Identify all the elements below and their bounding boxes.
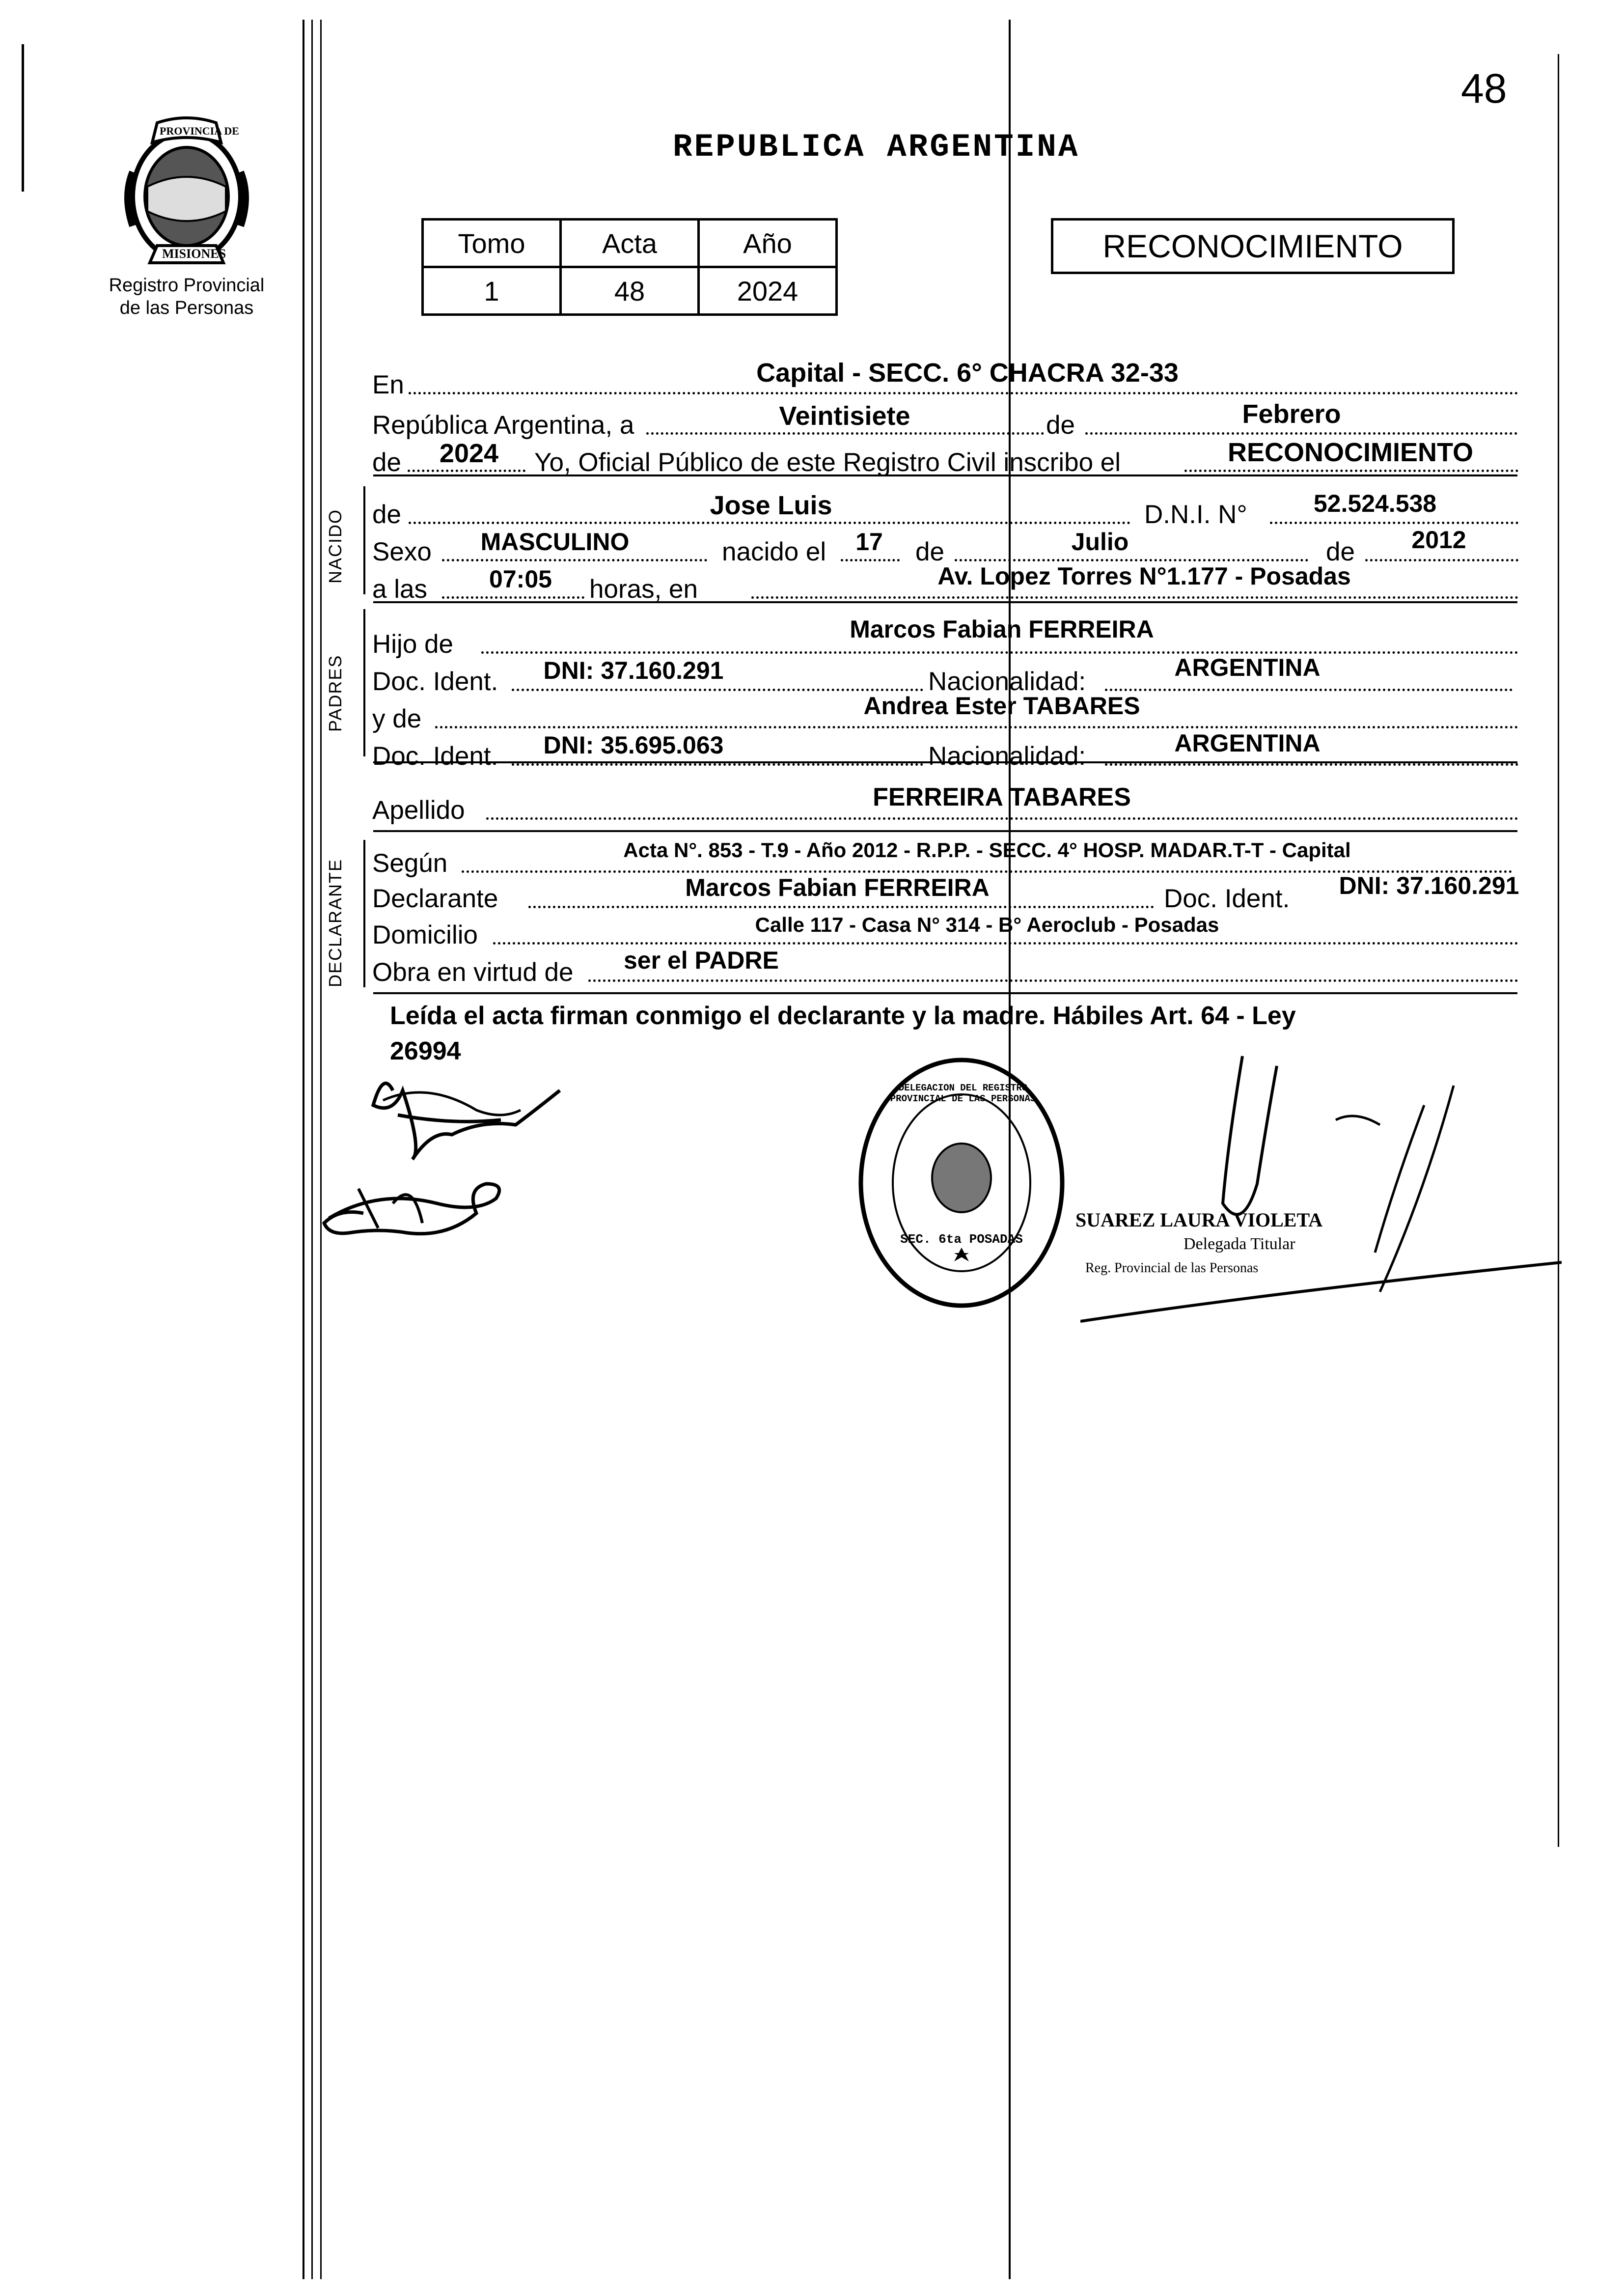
- section-label-declarante: DECLARANTE: [325, 858, 345, 987]
- alas-label: a las: [372, 575, 427, 604]
- month-born-dots: [955, 559, 1308, 561]
- closing-line-1: Leída el acta firman conmigo el declarante y la madre. Hábiles Art. 64 - Ley: [390, 1002, 1296, 1030]
- day-dots: [646, 432, 1044, 435]
- mother-value: Andrea Ester TABARES: [863, 692, 1140, 720]
- mother-dots: [435, 726, 1518, 728]
- sexo-dots: [442, 559, 707, 561]
- declarante-dots: [528, 906, 1154, 908]
- segun-value: Acta N°. 853 - T.9 - Año 2012 - R.P.P. - SECC. 4° HOSP. MADAR.T-T - Capital: [623, 838, 1351, 862]
- de-label-4: de: [1326, 537, 1355, 566]
- horas-label: horas, en: [589, 575, 698, 604]
- closing-line-2: 26994: [390, 1037, 461, 1065]
- sexo-value: MASCULINO: [480, 528, 630, 556]
- binding-line-3: [320, 20, 322, 2279]
- obra-label: Obra en virtud de: [372, 958, 574, 987]
- declarante-doc-value: DNI: 37.160.291: [1339, 872, 1519, 899]
- seal-text-bottom: MISIONES: [162, 247, 226, 261]
- doc-type-box: [1051, 218, 1455, 274]
- day-born-dots: [841, 559, 900, 561]
- dni-label: D.N.I. N°: [1144, 500, 1247, 529]
- registry-name-line2: de las Personas: [119, 298, 254, 318]
- act-dots: [1184, 470, 1518, 472]
- obra-dots: [588, 979, 1518, 982]
- father-doc-label: Doc. Ident.: [372, 667, 498, 696]
- yde-label: y de: [372, 704, 422, 733]
- declarante-label: Declarante: [372, 884, 498, 913]
- father-nac-label: Nacionalidad:: [928, 667, 1086, 696]
- divider-apellido: [373, 830, 1517, 832]
- document-title: REPUBLICA ARGENTINA: [673, 129, 1080, 166]
- en-value: Capital - SECC. 6° CHACRA 32-33: [756, 358, 1179, 388]
- stamp-ring-text: DELEGACION DEL REGISTRO PROVINCIAL DE LAS PERSONAS: [890, 1083, 1036, 1104]
- mother-nac-label: Nacionalidad:: [928, 742, 1086, 771]
- signature-madre: [319, 1169, 525, 1253]
- table-value-ano: 2024: [699, 267, 837, 315]
- obra-value: ser el PADRE: [624, 947, 779, 974]
- republica-label: República Argentina, a: [372, 411, 634, 440]
- nacido-bracket: [363, 486, 365, 594]
- domicilio-value: Calle 117 - Casa N° 314 - B° Aeroclub - Posadas: [755, 913, 1219, 936]
- father-value: Marcos Fabian FERREIRA: [850, 615, 1154, 643]
- dni-dots: [1270, 522, 1518, 524]
- year-value: 2024: [439, 439, 499, 468]
- padres-bracket: [363, 609, 365, 756]
- dni-value: 52.524.538: [1313, 490, 1437, 517]
- officer-title: Delegada Titular: [1184, 1235, 1295, 1253]
- place-dots: [751, 596, 1518, 599]
- signature-oficial: [1080, 1046, 1562, 1361]
- en-dots: [409, 392, 1518, 394]
- sexo-label: Sexo: [372, 537, 432, 566]
- seal-text-top: PROVINCIA DE: [160, 125, 239, 137]
- mother-nac-value: ARGENTINA: [1174, 729, 1321, 757]
- doc-type-label: RECONOCIMIENTO: [1102, 228, 1403, 264]
- divider-nacido: [373, 601, 1517, 603]
- day-born-value: 17: [855, 528, 883, 556]
- apellido-dots: [486, 817, 1518, 820]
- time-dots: [442, 596, 584, 599]
- officer-office: Reg. Provincial de las Personas: [1085, 1260, 1259, 1276]
- declarante-bracket: [363, 840, 365, 987]
- domicilio-label: Domicilio: [372, 920, 478, 949]
- de-label-1: de: [1046, 411, 1075, 440]
- binding-line-2: [311, 20, 313, 2279]
- binding-line-1: [303, 20, 304, 2279]
- act-value: RECONOCIMIENTO: [1227, 438, 1474, 467]
- de-label-2: de: [372, 448, 401, 477]
- nacido-de-label: de: [372, 500, 401, 529]
- officer-name: SUAREZ LAURA VIOLETA: [1075, 1209, 1323, 1231]
- place-value: Av. Lopez Torres N°1.177 - Posadas: [937, 562, 1351, 590]
- father-doc-dots: [512, 689, 923, 691]
- mother-doc-dots: [512, 763, 923, 766]
- margin-line-left: [22, 44, 24, 192]
- registry-name-line1: Registro Provincial: [109, 275, 265, 296]
- page-number: 48: [1461, 65, 1507, 112]
- time-value: 07:05: [489, 565, 552, 593]
- month-dots: [1085, 432, 1517, 435]
- apellido-label: Apellido: [372, 796, 465, 825]
- month-value: Febrero: [1242, 399, 1341, 429]
- segun-label: Según: [372, 849, 448, 878]
- table-value-tomo: 1: [423, 267, 561, 315]
- father-dots: [481, 651, 1518, 654]
- year-born-dots: [1365, 559, 1518, 561]
- stamp-inner-text: SEC. 6ta POSADAS: [900, 1232, 1023, 1247]
- declarante-value: Marcos Fabian FERREIRA: [685, 874, 990, 901]
- month-born-value: Julio: [1071, 528, 1129, 556]
- year-dots: [408, 470, 525, 472]
- nacido-el-label: nacido el: [722, 537, 826, 566]
- oficial-text: Yo, Oficial Público de este Registro Civil inscribo el: [534, 448, 1121, 477]
- father-doc-value: DNI: 37.160.291: [543, 657, 724, 684]
- declarante-doc-label: Doc. Ident.: [1164, 884, 1290, 913]
- father-nac-dots: [1105, 689, 1513, 691]
- name-dots: [409, 522, 1130, 524]
- table-header-acta: Acta: [561, 220, 699, 267]
- signature-declarante: [354, 1061, 584, 1179]
- table-value-acta: 48: [561, 267, 699, 315]
- father-nac-value: ARGENTINA: [1174, 654, 1321, 681]
- section-label-nacido: NACIDO: [325, 508, 345, 584]
- day-value: Veintisiete: [779, 401, 910, 431]
- table-header-tomo: Tomo: [423, 220, 561, 267]
- en-label: En: [372, 370, 404, 399]
- section-label-padres: PADRES: [325, 654, 345, 732]
- record-table: [421, 218, 838, 316]
- table-header-ano: Año: [699, 220, 837, 267]
- name-value: Jose Luis: [710, 491, 832, 520]
- official-stamp: [853, 1055, 1070, 1311]
- mother-nac-dots: [1105, 763, 1518, 766]
- mother-doc-label: Doc. Ident.: [372, 742, 498, 771]
- de-label-3: de: [915, 537, 944, 566]
- hijo-label: Hijo de: [372, 630, 453, 659]
- margin-line-right: [1558, 54, 1559, 1847]
- apellido-value: FERREIRA TABARES: [873, 783, 1131, 811]
- mother-doc-value: DNI: 35.695.063: [543, 731, 724, 759]
- province-seal: [113, 113, 260, 270]
- domicilio-dots: [493, 942, 1518, 945]
- divider-declarante: [373, 992, 1517, 994]
- year-born-value: 2012: [1411, 526, 1466, 554]
